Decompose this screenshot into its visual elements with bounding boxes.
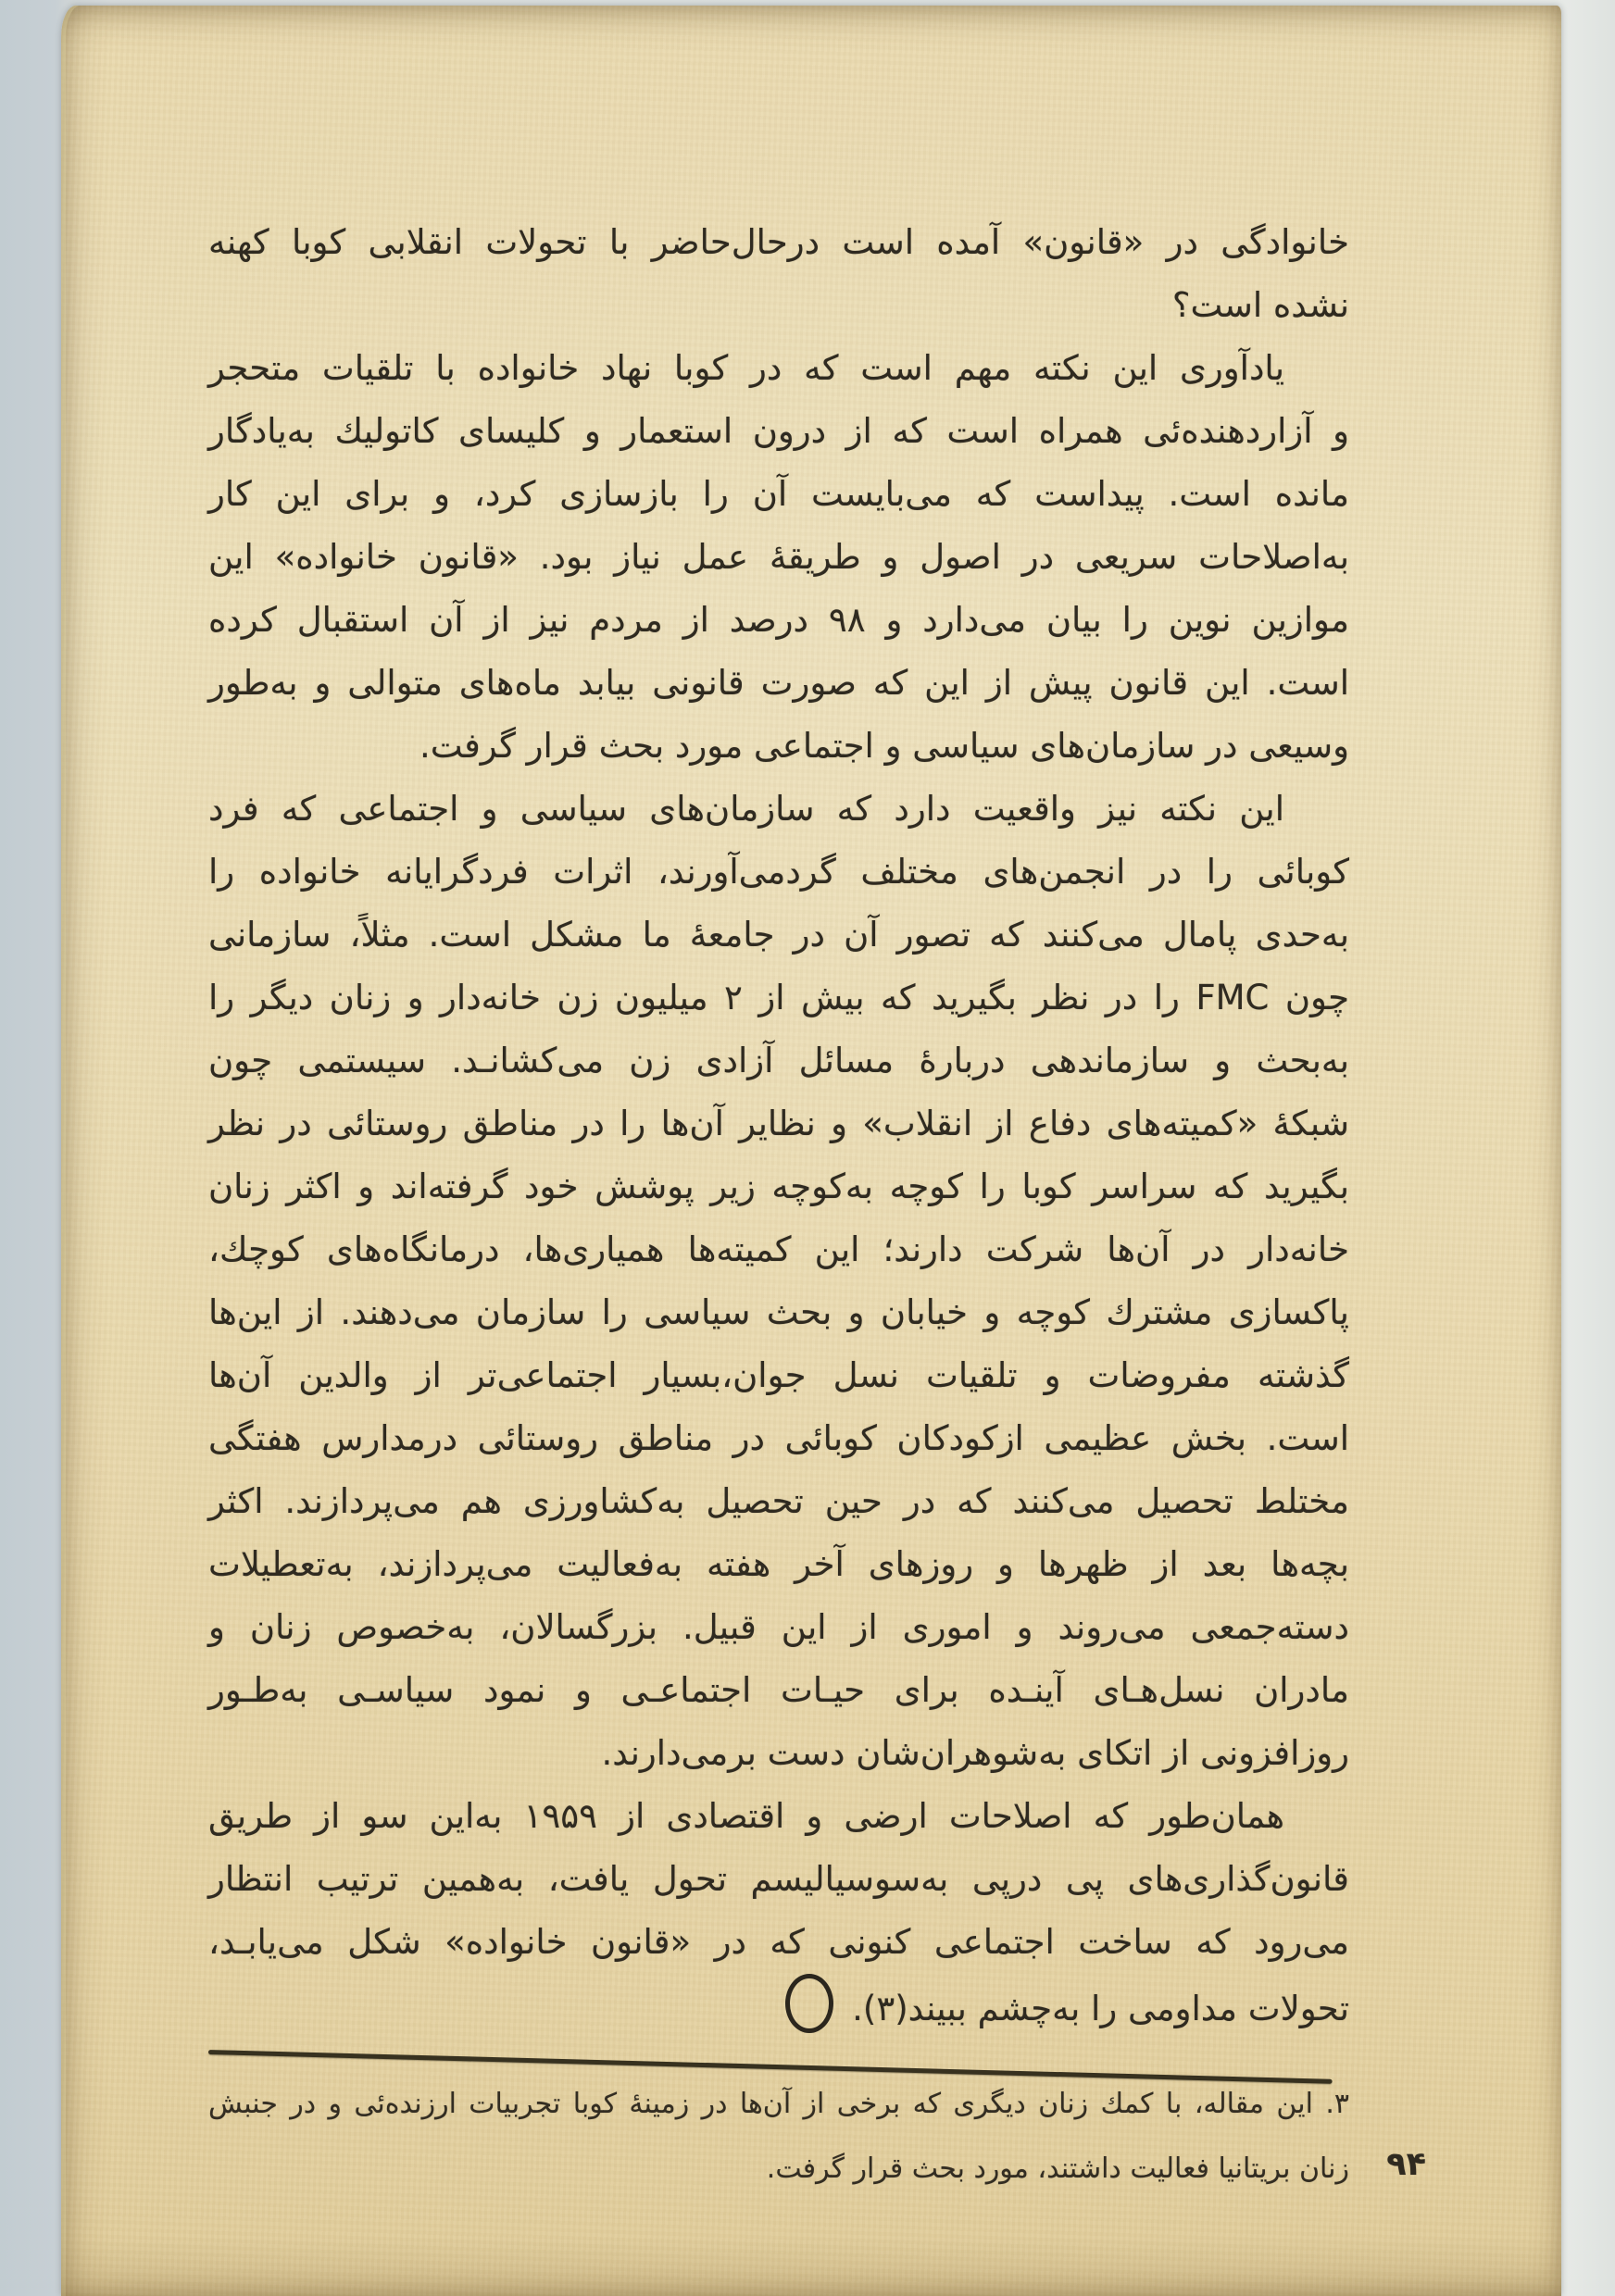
body-text: [208, 211, 1349, 2037]
paragraph: [208, 337, 1349, 778]
body-text-line: شبکهٔ «کمیته‌های دفاع از انقلاب» و نظایر آن‌ها را در مناطق روستائی در نظر: [208, 1104, 1349, 1143]
body-text-line: مادران نسل‌هـای آینـده برای حیـات اجتماعـی و نمود سیاسـی به‌طـور: [208, 1670, 1349, 1710]
body-text-line: وسیعی در سازمان‌های سیاسی و اجتماعی مورد بحث قرار گرفت.: [419, 726, 1349, 766]
body-text-line: و آزاردهنده‌ئی همراه است که از درون استعمار و کلیسای کاتولیك به‌یادگار: [208, 411, 1349, 451]
body-text-line: یادآوری این نکته مهم است که در کوبا نهاد خانواده با تلقیات متحجر: [208, 348, 1284, 388]
body-text-line: نشده است؟: [1171, 285, 1349, 325]
body-text-line: روزافزونی از اتکای به‌شوهران‌شان دست برمی‌دارند.: [601, 1733, 1349, 1773]
body-text-line: بچه‌ها بعد از ظهرها و روزهای آخر هفته به‌فعالیت می‌پردازند، به‌تعطیلات: [208, 1544, 1349, 1584]
body-text-line: همان‌طور که اصلاحات ارضی و اقتصادی از ۱۹۵۹ به‌این سو از طریق: [208, 1796, 1284, 1836]
body-text-line: این نکته نیز واقعیت دارد که سازمان‌های سیاسی و اجتماعی که فرد: [208, 789, 1284, 829]
page-number: ۹۴: [1386, 2146, 1426, 2183]
body-text-line: به‌حدی پامال می‌کنند که تصور آن در جامعهٔ ما مشکل است. مثلاً، سازمانی: [208, 915, 1349, 955]
paper-sheet: [61, 6, 1561, 2296]
body-text-line: خانوادگی در «قانون» آمده است درحال‌حاضر با تحولات انقلابی کوبا کهنه: [208, 222, 1349, 262]
paragraph: [208, 1785, 1349, 2037]
body-text-line: می‌رود که ساخت اجتماعی کنونی که در «قانون خانواده» شکل می‌یابـد،: [208, 1922, 1349, 1962]
body-text-line: دسته‌جمعی می‌روند و اموری از این قبیل. بزرگسالان، به‌خصوص زنان و: [208, 1607, 1349, 1647]
body-text-line: پاکسازی مشترك کوچه و خیابان و بحث سیاسی را سازمان می‌دهند. از این‌ها: [208, 1292, 1349, 1332]
body-text-line: است. بخش عظیمی ازکودکان کوبائی در مناطق روستائی درمدارس هفتگی: [208, 1418, 1349, 1458]
body-text-line: مانده است. پیداست که می‌بایست آن را بازسازی کرد، و برای این کار: [208, 474, 1349, 514]
end-of-article-mark-icon: [785, 1974, 833, 2033]
body-text-line: به‌بحث و سازماندهی دربارهٔ مسائل آزادی زن می‌کشانـد. سیستمی چون: [208, 1041, 1349, 1080]
body-text-line: چون FMC را در نظر بگیرید که بیش از ۲ میلیون زن خانه‌دار و زنان دیگر را: [208, 978, 1349, 1017]
footnote-line: ۳. این مقاله، با کمك زنان دیگری که برخی از آن‌ها در زمینهٔ کوبا تجربیات ارزنده‌ئی و در جنبش: [208, 2088, 1349, 2120]
body-text-line: بگیرید که سراسر کوبا را کوچه به‌کوچه زیر پوشش خود گرفته‌اند و اکثر زنان: [208, 1167, 1349, 1206]
body-text-line: گذشته مفروضات و تلقیات نسل جوان،بسیار اجتماعی‌تر از والدین آن‌ها: [208, 1355, 1349, 1395]
paragraph: [208, 778, 1349, 1785]
body-text-line: مختلط تحصیل می‌کنند که در حین تحصیل به‌کشاورزی هم می‌پردازند. اکثر: [208, 1481, 1349, 1521]
body-text-line: کوبائی را در انجمن‌های مختلف گردمی‌آورند، اثرات فردگرایانه خانواده را: [208, 852, 1349, 892]
body-text-line: موازین نوین را بیان می‌دارد و ۹۸ درصد از مردم نیز از آن استقبال کرده: [208, 600, 1349, 640]
footnote-line: زنان بریتانیا فعالیت داشتند، مورد بحث قرار گرفت.: [766, 2152, 1349, 2185]
body-text-line: قانون‌گذاری‌های پی درپی به‌سوسیالیسم تحول یافت، به‌همین ترتیب انتظار: [208, 1859, 1349, 1899]
paragraph: [208, 211, 1349, 337]
body-text-line: خانه‌دار در آن‌ها شرکت دارند؛ این کمیته‌ها همیاری‌ها، درمانگاه‌های کوچك،: [208, 1229, 1349, 1269]
body-text-line: تحولات مداومی را به‌چشم ببیند(۳).: [208, 1974, 1349, 2037]
footnote: [208, 2072, 1349, 2202]
body-text-line: به‌اصلاحات سریعی در اصول و طریقهٔ عمل نیاز بود. «قانون خانواده» این: [208, 537, 1349, 577]
body-text-line: است. این قانون پیش از این که صورت قانونی بیابد ماه‌های متوالی و به‌طور: [208, 663, 1349, 703]
